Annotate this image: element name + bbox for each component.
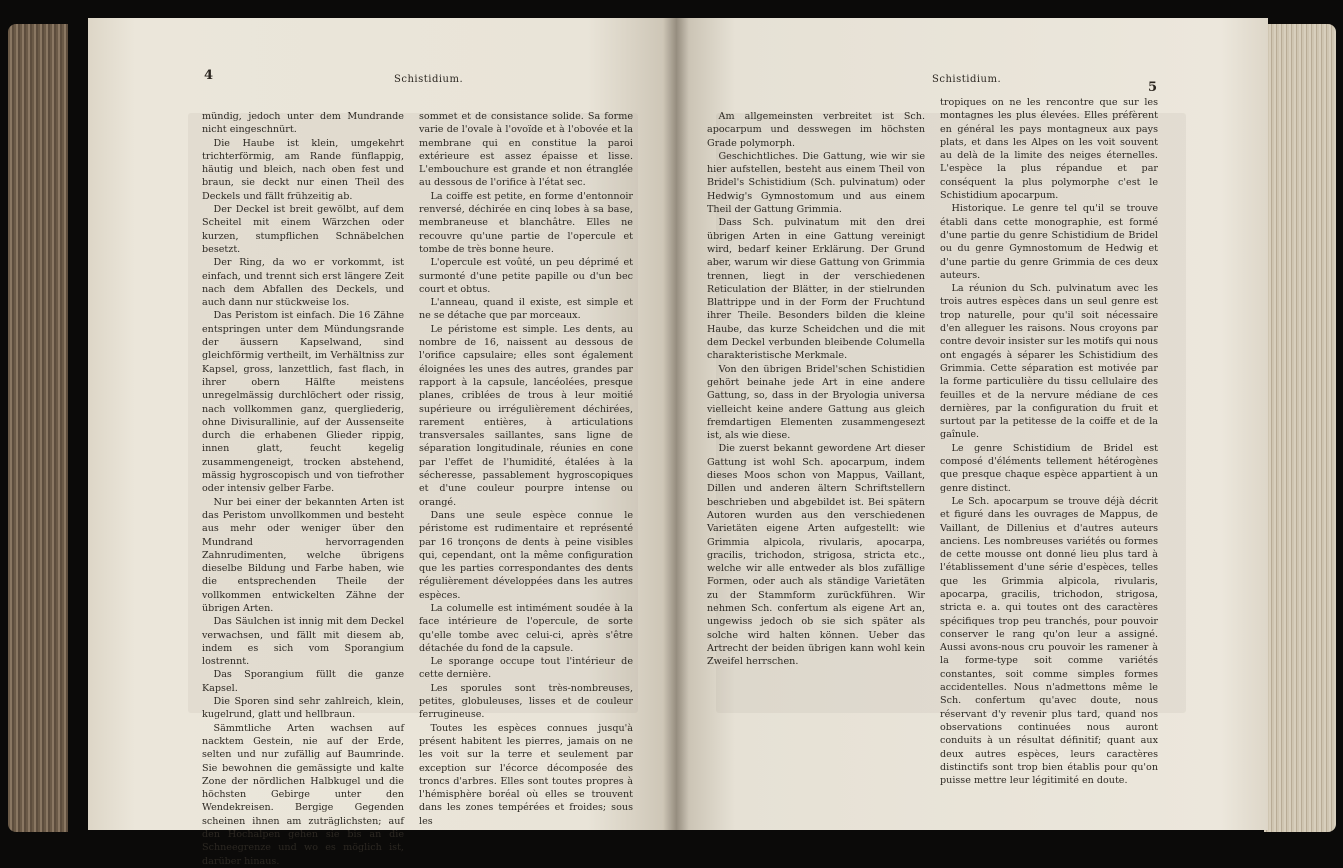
paragraph: Am allgemeinsten verbreitet ist Sch. apocarpum und desswegen im höchsten Grade polymorph. — [707, 111, 925, 149]
running-head-left: Schistidium. — [394, 74, 464, 85]
left-page-german-column — [202, 110, 404, 868]
right-page-french-column — [940, 96, 1158, 787]
paragraph: Historique. Le genre tel qu'il se trouve établi dans cette monographie, est formé d'une partie du genre Schistidium de Bridel ou du genre Gymnostomum de Hedwig et d'une partie du genre Grimmia de ces deux auteurs. — [940, 203, 1158, 281]
paragraph: mündig, jedoch unter dem Mundrande nicht eingeschnürt. — [202, 111, 404, 136]
paragraph: L'anneau, quand il existe, est simple et ne se détache que par morceaux. — [419, 297, 633, 322]
left-page-stack — [8, 24, 68, 832]
running-head-right: Schistidium. — [932, 74, 1002, 85]
paragraph: La columelle est intimément soudée à la face intérieure de l'opercule, de sorte qu'elle tombe avec celui-ci, après s'être détachée du fond de la capsule. — [419, 602, 633, 654]
paragraph: Dans une seule espèce connue le péristome est rudimentaire et représenté par 16 tronçons de dents à peine visibles qui, cependant, ont la même configuration que les parties correspondantes des dents régulièrement développées dans les autres espèces. — [419, 509, 633, 601]
paragraph: Dass Sch. pulvinatum mit den drei übrigen Arten in eine Gattung vereinigt wird, bedarf keiner Erklärung. Der Grund aber, warum wir diese Gattung von Grimmia trennen, liegt in der verschiedenen Reticulation der Blätter, in der stielrunden Blattrippe und in der Form der Fruchtund ihrer Theile. Besonders bilden die kleine Haube, das kurze Scheidchen und die mit dem Deckel verbunden bleibende Columella charakteristische Merkmale. — [707, 217, 925, 362]
paragraph: Sämmtliche Arten wachsen auf nacktem Gestein, nie auf der Erde, selten und nur zufällig auf Baumrinde. Sie bewohnen die gemässigte und kalte Zone der nördlichen Halbkugel und die höchsten Gebirge unter den Wendekreisen. Bergige Gegenden scheinen ihnen am zuträglichsten; auf den Hochalpen gehen sie bis an die Schneegrenze und wo es möglich ist, darüber hinaus. — [202, 722, 404, 867]
paragraph: Geschichtliches. Die Gattung, wie wir sie hier aufstellen, besteht aus einem Theil von Bridel's Schistidium (Sch. pulvinatum) oder Hedwig's Gymnostomum und aus einem Theil der Gattung Grimmia. — [707, 150, 925, 216]
paragraph: Nur bei einer der bekannten Arten ist das Peristom unvollkommen und besteht aus mehr oder weniger über den Mundrand hervorragenden Zahnrudimenten, welche übrigens dieselbe Bildung und Farbe haben, wie die entsprechenden Theile der vollkommen entwickelten Zähne der übrigen Arten. — [202, 496, 404, 614]
paragraph: Le péristome est simple. Les dents, au nombre de 16, naissent au dessous de l'orifice capsulaire; elles sont également éloignées les unes des autres, grandes par rapport à la capsule, lancéolées, presque planes, criblées de trous à leur moitié supérieure ou irrégulièrement déchirées, rarement entières, à articulations transversales saillantes, sans ligne de séparation longitudinale, réunies en cone par l'effet de l'humidité, étalées à la sécheresse, passablement hygroscopiques et d'une couleur pourpre intense ou orangé. — [419, 323, 633, 508]
paragraph: Die zuerst bekannt gewordene Art dieser Gattung ist wohl Sch. apocarpum, indem dieses Moos schon von Mappus, Vaillant, Dillen und anderen ältern Schriftstellern beschrieben und abgebildet ist. Bei spätern Autoren wurden aus den verschiedenen Varietäten eigene Arten aufgestellt: wie Grimmia alpicola, rivularis, apocarpa, gracilis, trichodon, strigosa, stricta etc., welche wir alle entweder als blos zufällige Formen, oder auch als ständige Varietäten zu der Stammform zurückführen. Wir nehmen Sch. confertum als eigene Art an, ungewiss jedoch ob sie sich später als solche wird halten können. Ueber das Artrecht der beiden übrigen kann wohl kein Zweifel herrschen. — [707, 443, 925, 668]
paragraph: Le sporange occupe tout l'intérieur de cette dernière. — [419, 656, 633, 681]
paragraph: Der Ring, da wo er vorkommt, ist einfach, und trennt sich erst längere Zeit nach dem Abfallen des Deckels, und auch dann nur stückweise los. — [202, 257, 404, 309]
right-page-stack — [1264, 24, 1336, 832]
paragraph: Die Haube ist klein, umgekehrt trichterförmig, am Rande fünflappig, häutig und bleich, nach oben fest und braun, sie deckt nur einen Theil des Deckels und fällt frühzeitig ab. — [202, 137, 404, 202]
paragraph: Die Sporen sind sehr zahlreich, klein, kugelrund, glatt und hellbraun. — [202, 696, 404, 721]
left-page-french-column — [419, 110, 633, 828]
paragraph: Das Sporangium füllt die ganze Kapsel. — [202, 669, 404, 694]
paragraph: Das Säulchen ist innig mit dem Deckel verwachsen, und fällt mit diesem ab, indem es sich vom Sporangium lostrennt. — [202, 616, 404, 668]
page-number-left: 4 — [204, 68, 214, 83]
paragraph: Von den übrigen Bridel'schen Schistidien gehört beinahe jede Art in eine andere Gattung, so, dass in der Bryologia universa vielleicht keine andere Gattung aus gleich fremdartigen Elementen zusammengesezt ist, als wie diese. — [707, 363, 925, 442]
paragraph: Les sporules sont très-nombreuses, petites, globuleuses, lisses et de couleur ferrugineuse. — [419, 682, 633, 721]
right-page-german-column — [707, 110, 925, 668]
paragraph: Das Peristom ist einfach. Die 16 Zähne entspringen unter dem Mündungsrande der äussern Kapselwand, sind gleichförmig vertheilt, im Verhältniss zur Kapsel, gross, lanzettlich, fast flach, in ihrer obern Hälfte meistens unregelmässig durchlöchert oder rissig, nach vollkommen ganz, quergliederig, ohne Divisurallinie, auf der Aussenseite durch die erhabenen Glieder rippig, innen glatt, feucht kegelig zusammengeneigt, trocken abstehend, mässig hygroscopisch und von tiefrother oder intensiv gelber Farbe. — [202, 310, 404, 495]
paragraph: sommet et de consistance solide. Sa forme varie de l'ovale à l'ovoïde et à l'obovée et la membrane qui en constitue la paroi extérieure est assez épaisse et lisse. L'embouchure est grande et non étranglée au dessous de l'orifice à l'état sec. — [419, 111, 633, 189]
paragraph: L'opercule est voûté, un peu déprimé et surmonté d'une petite papille ou d'un bec court et obtus. — [419, 257, 633, 295]
paragraph: tropiques on ne les rencontre que sur les montagnes les plus élevées. Elles préfèrent en général les pays montagneux aux pays plats, et dans les Alpes on les voit souvent au delà de la limite des neiges éternelles. L'espèce la plus répandue et par conséquent la plus polymorphe c'est le Schistidium apocarpum. — [940, 97, 1158, 202]
paragraph: La réunion du Sch. pulvinatum avec les trois autres espèces dans un seul genre est trop naturelle, pour qu'il soit nécessaire d'en alleguer les raisons. Nous croyons par contre devoir insister sur les motifs qui nous ont engagés à séparer les Schistidium des Grimmia. Cette séparation est motivée par la forme particulière du tissu cellulaire des feuilles et de la nervure médiane de ces dernières, par la configuration du fruit et surtout par la petitesse de la coiffe et de la gaînule. — [940, 283, 1158, 441]
paragraph: Le genre Schistidium de Bridel est composé d'éléments tellement hétérogènes que presque chaque espèce appartient à un genre distinct. — [940, 442, 1158, 494]
book-gutter — [663, 18, 689, 830]
paragraph: Le Sch. apocarpum se trouve déjà décrit et figuré dans les ouvrages de Mappus, de Vaillant, de Dillenius et d'autres auteurs anciens. Les nombreuses variétés ou formes de cette mousse ont donné lieu plus tard à l'établissement d'une série d'espèces, telles que les Grimmia alpicola, rivularis, apocarpa, gracilis, trichodon, strigosa, stricta e. a. qui toutes ont des caractères spécifiques trop peu tranchés, pour pouvoir conserver le rang qu'on leur a assigné. Aussi avons-nous cru pouvoir les ramener à la forme-type soit comme variétés constantes, soit comme simples formes accidentelles. Nous n'admettons même le Sch. confertum qu'avec doute, nous réservant d'y revenir plus tard, quand nos observations continuées nous auront conduits à un résultat définitif; quant aux deux autres espèces, leurs caractères distinctifs sont trop bien établis pour qu'on puisse mettre leur légitimité en doute. — [940, 495, 1158, 787]
page-number-right: 5 — [1148, 80, 1158, 95]
paragraph: Toutes les espèces connues jusqu'à présent habitent les pierres, jamais on ne les voit sur la terre et seulement par exception sur l'écorce décomposée des troncs d'arbres. Elles sont toutes propres à l'hémisphère boréal où elles se trouvent dans les zones tempérées et froides; sous les — [419, 722, 633, 827]
paragraph: Der Deckel ist breit gewölbt, auf dem Scheitel mit einem Wärzchen oder kurzen, stumpflichen Schnäbelchen besetzt. — [202, 204, 404, 255]
paragraph: La coiffe est petite, en forme d'entonnoir renversé, déchirée en cinq lobes à sa base, membraneuse et blanchâtre. Elles ne recouvre qu'une partie de l'opercule et tombe de très bonne heure. — [419, 190, 633, 255]
